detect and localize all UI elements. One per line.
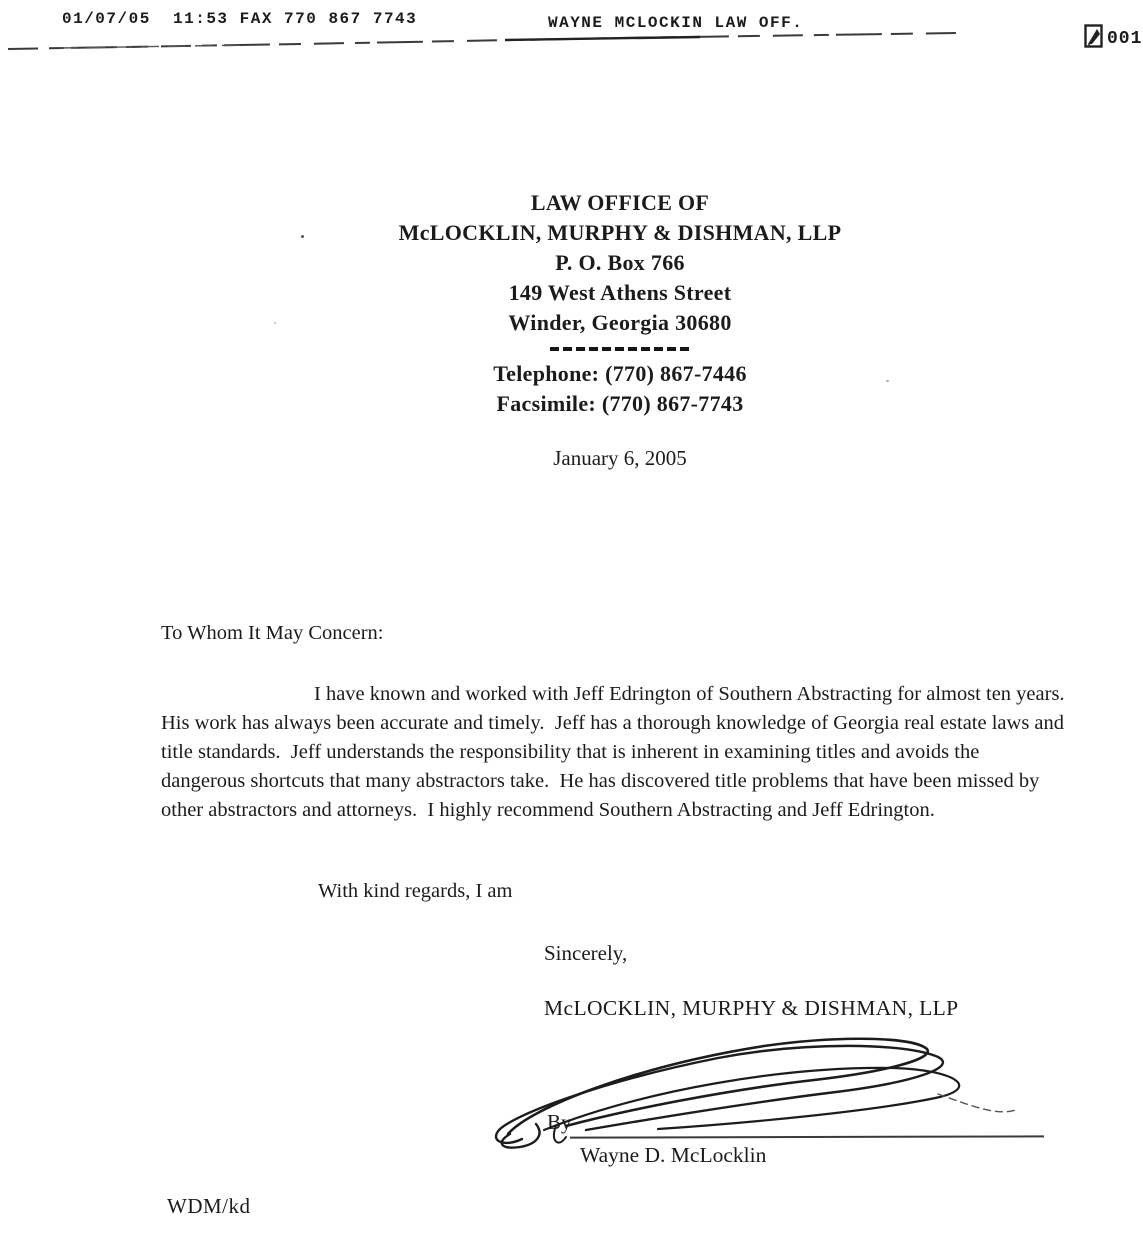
signature-block-firm-name: McLOCKLIN, MURPHY & DISHMAN, LLP (544, 996, 959, 1020)
fax-page-indicator (1082, 23, 1142, 55)
letterhead (170, 188, 1070, 419)
letterhead-facsimile: Facsimile: (770) 867-7743 (496, 391, 744, 416)
scan-speck (274, 322, 276, 324)
letterhead-po-box: P. O. Box 766 (555, 250, 685, 275)
letterhead-office-line: LAW OFFICE OF (530, 190, 710, 215)
signature-underline (570, 1135, 1044, 1138)
fax-sender-name: WAYNE MCLOCKIN LAW OFF. (548, 14, 804, 32)
letterhead-telephone: Telephone: (770) 867-7446 (493, 361, 747, 386)
signature-scribble (486, 1030, 1034, 1158)
scan-speck (886, 380, 889, 382)
signature-by-label: By (547, 1110, 572, 1134)
fax-page-number: 001 (1107, 29, 1143, 49)
letterhead-dashed-divider (550, 347, 690, 351)
letter-date: January 6, 2005 (553, 446, 687, 470)
fax-page-icon (1082, 23, 1105, 55)
letterhead-street: 149 West Athens Street (508, 280, 732, 305)
signer-name: Wayne D. McLocklin (580, 1143, 767, 1167)
letterhead-city-state-zip: Winder, Georgia 30680 (508, 310, 732, 335)
letter-salutation: To Whom It May Concern: (161, 622, 384, 644)
letter-closing-line: With kind regards, I am (318, 880, 513, 902)
fax-transmission-info: 01/07/05 11:53 FAX 770 867 7743 (62, 10, 418, 28)
letter-body-paragraph: I have known and worked with Jeff Edrington of Southern Abstracting for almost ten years. His work has always been accurate and timely. Jeff has a thorough knowledge of Georgia real estate laws and title standards. Jeff understands the responsibility that is inherent in examining titles and avoids the dangerous shortcuts that many abstractors take. He has discovered title problems that have been missed by other abstractors and attorneys. I highly recommend Southern Abstracting and Jeff Edrington. (161, 683, 1075, 821)
reference-initials: WDM/kd (167, 1194, 251, 1218)
scan-artifact-line (0, 0, 1000, 60)
letter-signoff: Sincerely, (544, 941, 628, 965)
letterhead-firm-name: McLOCKLIN, MURPHY & DISHMAN, LLP (398, 220, 842, 245)
scan-speck (301, 235, 304, 238)
